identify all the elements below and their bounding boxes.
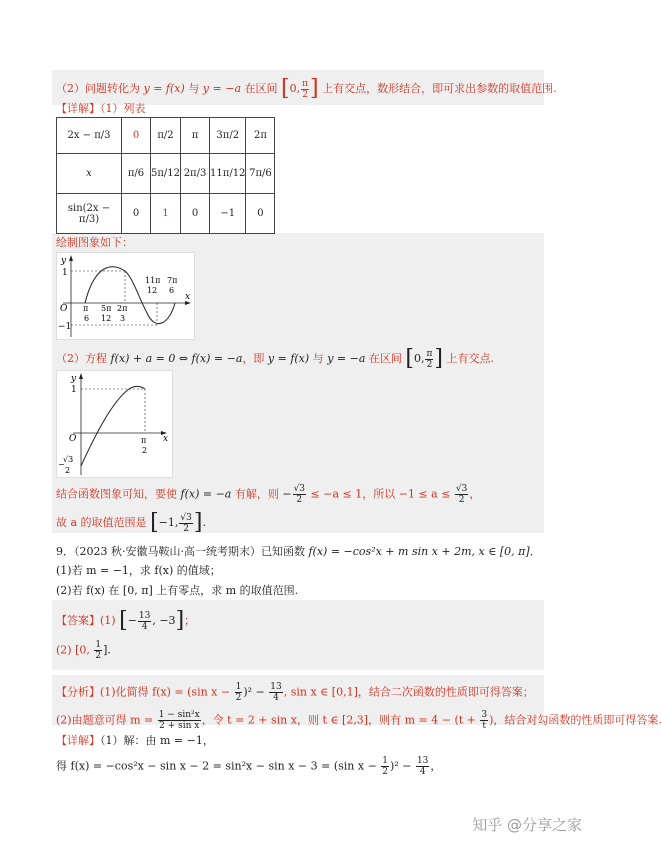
table-head-x: x xyxy=(57,154,122,194)
analysis-line-1: 【分析】(1)化简得 f(x) = (sin x − $\frac{1}{2}$ )² − $\frac{13}{4}$ , sin x ∈ [0,1]，结合二次函数的性质即可得答案； xyxy=(56,682,534,703)
detail-2-line-1: 【详解】（1）解：由 m = −1， xyxy=(56,734,214,747)
sine-graph-2 xyxy=(56,370,173,478)
tick-pi6-den: 6 xyxy=(84,314,90,323)
tick-5pi12-num: 5π xyxy=(101,304,112,313)
sine-graph-1-svg xyxy=(57,253,194,339)
table-cell: π/6 xyxy=(122,154,151,194)
tick-neg1: −1 xyxy=(58,322,72,332)
origin-label: O xyxy=(69,434,77,444)
y-axis-label: y xyxy=(71,374,77,384)
table-cell: 0 xyxy=(246,194,275,234)
table-cell: 11π/12 xyxy=(210,154,246,194)
tick-11pi12-num: 11π xyxy=(145,276,161,285)
table-cell: 2π/3 xyxy=(181,154,210,194)
question-9-part2: (2)若 f(x) 在 [0, π] 上有零点，求 m 的取值范围. xyxy=(56,584,299,597)
answer-line-2: (2) [0, $\frac{1}{2}$ ]. xyxy=(56,640,111,661)
table-cell: 7π/6 xyxy=(246,154,275,194)
table-cell: 0 xyxy=(181,194,210,234)
sine-graph-1 xyxy=(56,252,195,340)
y-axis-label: y xyxy=(61,256,67,266)
tick-sqrt3-num: √3 xyxy=(63,455,74,464)
tick-7pi6-den: 6 xyxy=(169,286,175,295)
conclusion-line-2: 故 a 的取值范围是 [−1, $\frac{√3}{2}$ ]. xyxy=(56,510,206,535)
table-cell: 0 xyxy=(122,194,151,234)
x-axis-label: x xyxy=(163,434,169,444)
tick-1: 1 xyxy=(62,268,68,278)
table-cell: 0 xyxy=(122,118,151,154)
draw-graph-label: 绘制图象如下： xyxy=(56,236,133,249)
tick-7pi6-num: 7π xyxy=(167,276,178,285)
detail-2-line-2: 得 f(x) = −cos²x − sin x − 2 = sin²x − sin x − 3 = (sin x − $\frac{1}{2}$ )² − $\frac{13}{4}$ ， xyxy=(56,756,442,777)
tick-pi6-num: π xyxy=(83,304,89,313)
table-cell: 5π/12 xyxy=(151,154,181,194)
conclusion-line-1: 结合函数图象可知，要使 f(x) = −a 有解，则 − $\frac{√3}{2}$ ≤ −a ≤ 1，所以 −1 ≤ a ≤ $\frac{√3}{2}$ ， xyxy=(56,484,481,505)
tick-5pi12-den: 12 xyxy=(101,314,112,323)
tick-pi2-num: π xyxy=(141,436,147,445)
tick-neg-sign: − xyxy=(58,460,65,469)
table-cell: π/2 xyxy=(151,118,181,154)
x-axis-label: x xyxy=(185,292,191,302)
tick-pi2-den: 2 xyxy=(142,446,148,455)
part2-solution-line: （2）方程 f(x) + a = 0 ⇔ f(x) = −a，即 y = f(x) 与 y = −a 在区间 [0, $\frac{\pi}{2}$ ] 上有交点. xyxy=(56,346,494,371)
watermark: 知乎 @分享之家 xyxy=(472,816,582,834)
table-cell: −1 xyxy=(210,194,246,234)
table-cell: π xyxy=(181,118,210,154)
tick-2pi3-den: 3 xyxy=(120,314,126,323)
table-cell: 1 xyxy=(151,194,181,234)
table-head-angle: 2x − π/3 xyxy=(57,118,122,154)
tick-1: 1 xyxy=(71,385,77,395)
part2-analysis-line: （2）问题转化为 y = f(x) 与 y = −a 在区间 [0, $\frac{\pi}{2}$ ] 上有交点，数形结合，即可求出参数的取值范围. xyxy=(56,76,557,101)
question-9-title: 9．（2023 秋·安徽马鞍山·高一统考期末）已知函数 f(x) = −cos²x + m sin x + 2m, x ∈ [0, π]． xyxy=(56,545,541,558)
answer-line-1: 【答案】(1) [− $\frac{13}{4}$ , −3]； xyxy=(56,608,196,633)
detail-1-line: 【详解】（1）列表 xyxy=(56,102,146,115)
sine-graph-2-svg xyxy=(57,371,172,477)
tick-2pi3-num: 2π xyxy=(117,304,128,313)
table-cell: 2π xyxy=(246,118,275,154)
table-cell: 3π/2 xyxy=(210,118,246,154)
value-table xyxy=(56,117,275,234)
question-9-part1: (1)若 m = −1，求 f(x) 的值域； xyxy=(56,564,221,577)
origin-label: O xyxy=(60,304,68,314)
tick-11pi12-den: 12 xyxy=(147,286,158,295)
table-head-sin: sin(2x − π/3) xyxy=(57,194,122,234)
analysis-line-2: (2)由题意可得 m = $\frac{\text{1 − sin²x}}{\text{2 + sin x}}$ ，令 t = 2 + sin x，则 t ∈ [2,3]，则有 m = 4 − (t + $\frac{3}{t}$ )，结合对勾函数的性质即可得答案. xyxy=(56,710,662,731)
tick-sqrt3-den: 2 xyxy=(65,466,71,475)
